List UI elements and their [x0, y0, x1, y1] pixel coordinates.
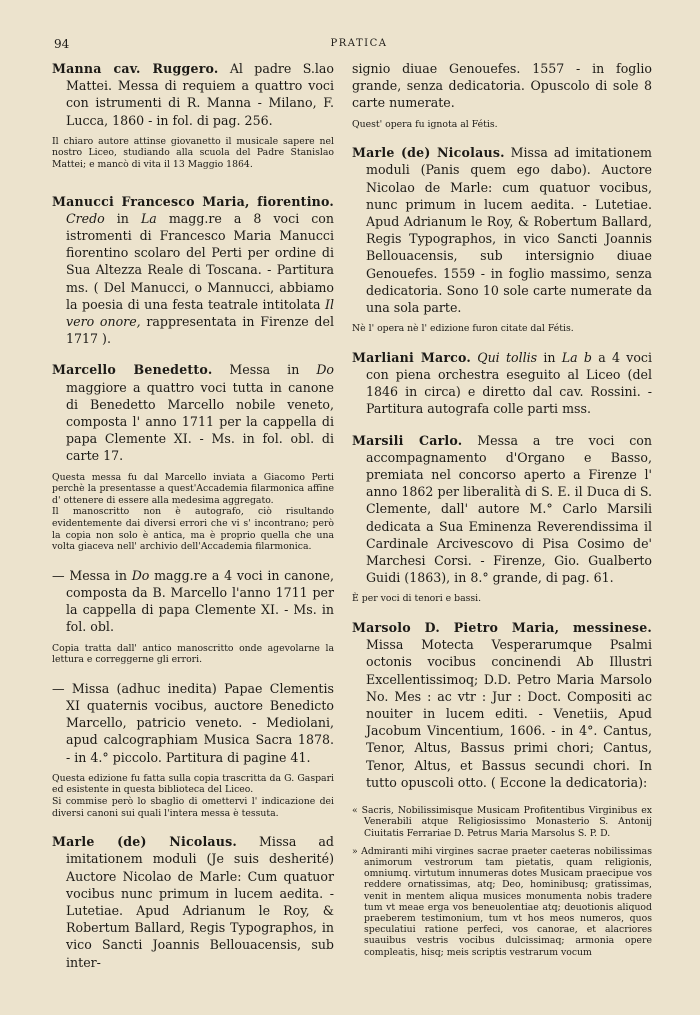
entry-marliani: Marliani Marco. Qui tollis in La b a 4 voci con piena orchestra eseguito al Liceo (del 1846 in circa) e diretto dal cav. Rossini. - Partitura autografa colle parti mss.: [352, 349, 652, 417]
entry-name: Marsili Carlo.: [352, 432, 463, 448]
entry-manucci: Manucci Francesco Maria, fiorentino. Credo in La magg.re a 8 voci con istromenti di Francesco Maria Manucci fiorentino scolaro del Perti per ordine di Sua Altezza Reale di Toscana. - Partitura ms. ( Del Manucci, o Mannucci, abbiamo la poesia di una festa teatrale intitolata Il vero onore, rappresentata in Firenze del 1717 ).: [52, 193, 334, 347]
entry-name: Marsolo D. Pietro Maria, messinese.: [352, 620, 652, 636]
entry-marcello: Marcello Benedetto. Messa in Do maggiore a quattro voci tutta in canone di Benedetto Marcello nobile veneto, composta l' anno 1711 per la cappella di papa Clemente XI. - Ms. in fol. obl. di carte 17.: [52, 362, 334, 464]
entry-name: Marcello Benedetto.: [52, 362, 213, 378]
note-marcello-2: Il manoscritto non è autografo, ciò risultando evidentemente dai diversi errori che vi s' incontrano; però la copia non solo è antica, ma è proprio quella che una volta giaceva nell' archivio dell'Accademia filarmonica.: [52, 506, 334, 553]
note-marle-2: Nè l' opera nè l' edizione furon citate dal Fétis.: [352, 323, 574, 335]
page-header: [54, 37, 664, 53]
running-head: PRATICA: [330, 38, 388, 49]
entry-name: Manucci Francesco Maria, fiorentino.: [52, 193, 334, 209]
entry-marle-2: Marle (de) Nicolaus. Missa ad imitationem moduli (Panis quem ego dabo). Auctore Nicolao de Marle: cum quatuor vocibus, nunc primum in lucem aedita. - Lutetiae. Apud Adrianum le Roy, & Robertum Ballard, Regis Typographos, in vico Sancti Joannis Bellouacensis, sub intersignio diuae Genouefes. 1559 - in foglio massimo, senza dedicatoria. Sono 10 sole carte numerate da una sola parte.: [352, 145, 652, 316]
dedication-text: » Admiranti mihi virgines sacrae praeter caeteras nobilissimas animorum vestrorum tam pietatis, quam religionis, omniumq. virtutum innumeras dotes Musicam praecipue vos reddere ornatissimas, atq; Deo, hominibusq; gratissimas, venit in mentem aliqua musices monumenta nobis tradere tum vt meae erga vos beneuolentiae atq; deuotionis aliquod praeberem testimonium, tum vt hos meos numeros, quos speculatiui ratione perfeci, vos canorae, et alacriores suauibus vestris vocibus dulcissimaq; armonia opere compleatis, hisq; meis scriptis vestrarum vocum: [352, 845, 652, 958]
entry-name: Marliani Marco.: [352, 349, 471, 365]
entry-marcello-canone: — Messa in Do magg.re a 4 voci in canone, composta da B. Marcello l'anno 1711 per la cappella di papa Clemente XI. - Ms. in fol. obl.: [52, 567, 335, 635]
entry-name: Marle (de) Nicolaus.: [52, 834, 238, 850]
page-number: 94: [54, 37, 70, 51]
entry-marle-1: Marle (de) Nicolaus. Missa ad imitationem moduli (Je suis desherité) Auctore Nicolao de Marle: Cum quatuor vocibus nunc primum in lucem aedita. - Lutetiae. Apud Adrianum le Roy, & Robertum Ballard, Regis Typographos, in vico Sancti Joannis Bellouacensis, sub inter-: [52, 834, 334, 970]
note-sbaglio: Si commise però lo sbaglio di omettervi l' indicazione dei diversi canoni sui quali l'intera messa è tessuta.: [52, 796, 334, 819]
note-fetis: Quest' opera fu ignota al Fétis.: [352, 118, 498, 130]
right-column: [352, 60, 652, 958]
entry-marcello-missa: — Missa (adhuc inedita) Papae Clementis XI quaternis vocibus, auctore Benedicto Marcello, patricio veneto. - Mediolani, apud calcographiam Musica Sacra 1878. - in 4.° piccolo. Partitura di pagine 41.: [52, 680, 334, 765]
dedication-heading: « Sacris, Nobilissimisque Musicam Profitentibus Virginibus ex Venerabili atque Religiosissimo Monasterio S. Antonij Ciuitatis Ferrariae D. Petrus Maria Marsolus S. P. D.: [352, 805, 652, 839]
note-edizione: Questa edizione fu fatta sulla copia trascritta da G. Gaspari ed esistente in questa biblioteca del Liceo.: [52, 772, 334, 796]
entry-name: Marle (de) Nicolaus.: [352, 145, 505, 161]
note-marcello-copia: Copia tratta dall' antico manoscritto onde agevolarne la lettura e correggerne gli errori.: [52, 642, 334, 666]
left-column: [52, 60, 334, 971]
entry-continuation: signio diuae Genouefes. 1557 - in foglio grande, senza dedicatoria. Opuscolo di sole 8 carte numerate.: [352, 61, 652, 111]
entry-marsolo: Marsolo D. Pietro Maria, messinese. Missa Motecta Vesperarumque Psalmi octonis vocibus concinendi Ab Illustri Excellentissimoq; D.D. Petro Maria Marsolo No. Mes : ac vtr : Jur : Doct. Compositi ac nouiter in lucem editi. - Venetiis, Apud Jacobum Vincentium, 1606. - in 4°. Cantus, Tenor, Altus, Bassus primi chori; Cantus, Tenor, Altus, et Bassus secundi chori. In tutto opuscoli otto. ( Eccone la dedicatoria):: [352, 620, 652, 790]
note-marcello-1: Questa messa fu dal Marcello inviata a Giacomo Perti perchè la presentasse a quest'Accademia filarmonica affine d' ottenere di essere alla medesima aggregato.: [52, 471, 334, 506]
entry-name: Manna cav. Ruggero.: [52, 61, 219, 76]
entry-manna: Manna cav. Ruggero. Al padre S.lao Mattei. Messa di requiem a quattro voci con istrumenti di R. Manna - Milano, F. Lucca, 1860 - in fol. di pag. 256.: [52, 61, 334, 128]
note-marsili: È per voci di tenori e bassi.: [352, 593, 482, 605]
note-manna: Il chiaro autore attinse giovanetto il musicale sapere nel nostro Liceo, studiando alla scuola del Padre Stanislao Mattei; e mancò di vita il 13 Maggio 1864.: [52, 135, 334, 170]
entry-marsili: Marsili Carlo. Messa a tre voci con accompagnamento d'Organo e Basso, premiata nel concorso aperto a Firenze l' anno 1862 per liberalità di S. E. il Duca di S. Clemente, dall' autore M.° Carlo Marsili dedicata a Sua Eminenza Reverendissima il Cardinale Arcivescovo di Pisa Cosimo de' Marchesi Corsi. - Firenze, Gio. Gualberto Guidi (1863), in 8.° grande, di pag. 61.: [352, 432, 652, 586]
